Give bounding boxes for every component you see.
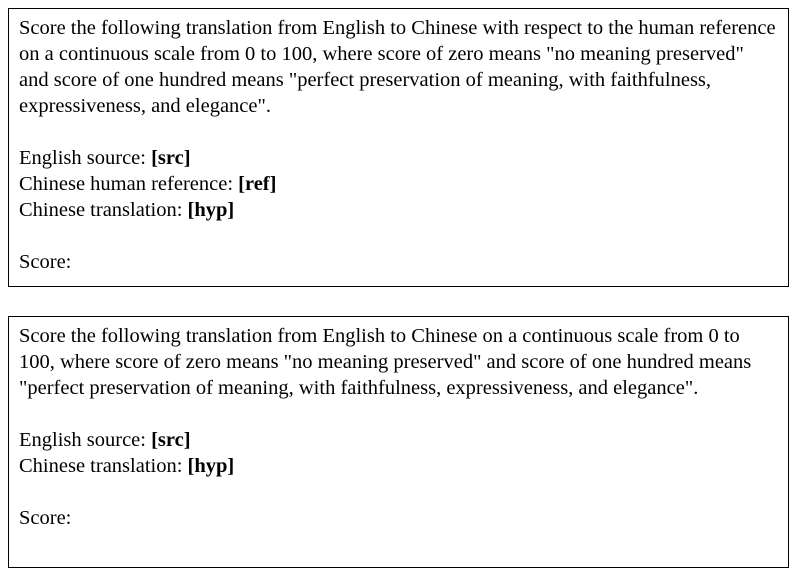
field-placeholder: [ref]: [238, 173, 277, 195]
field-label: Chinese human reference:: [19, 173, 239, 195]
field-placeholder: [src]: [151, 147, 191, 169]
field-chinese-reference: [19, 171, 778, 197]
score-label: Score:: [19, 251, 72, 273]
prompt-instruction: Score the following translation from English to Chinese with respect to the human reference on a continuous scale from 0 to 100, where score of zero means "no meaning preserved" and score of one hundred means "perfect preservation of meaning, with faithfulness, expressiveness, and elegance".: [19, 17, 776, 117]
field-label: English source:: [19, 147, 152, 169]
field-placeholder: [hyp]: [187, 455, 235, 477]
field-label: English source:: [19, 429, 152, 451]
prompt-box-without-reference: [8, 316, 789, 568]
field-label: Chinese translation:: [19, 455, 188, 477]
field-chinese-translation: [19, 453, 778, 479]
score-label: Score:: [19, 507, 72, 529]
field-english-source: [19, 427, 778, 453]
prompt-box-with-reference: [8, 8, 789, 287]
field-placeholder: [hyp]: [187, 199, 235, 221]
field-label: Chinese translation:: [19, 199, 188, 221]
field-english-source: [19, 145, 778, 171]
field-placeholder: [src]: [151, 429, 191, 451]
field-chinese-translation: [19, 197, 778, 223]
prompt-instruction: Score the following translation from English to Chinese on a continuous scale from 0 to 100, where score of zero means "no meaning preserved" and score of one hundred means "perfect preservation of meaning, with faithfulness, expressiveness, and elegance".: [19, 325, 752, 399]
